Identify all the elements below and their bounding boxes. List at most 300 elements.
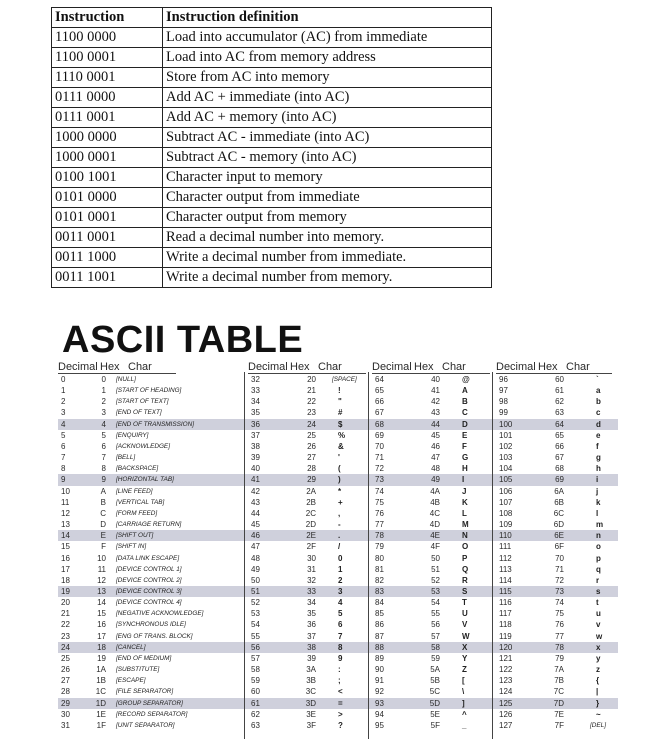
ascii-decimal: 14: [61, 531, 70, 541]
ascii-char: $: [338, 419, 343, 429]
ascii-decimal: 83: [375, 586, 384, 596]
ascii-char: =: [338, 698, 343, 708]
ascii-decimal: 77: [375, 520, 384, 530]
instruction-row: [52, 28, 492, 48]
ascii-decimal: 46: [251, 531, 260, 541]
ascii-char: [SYNCHRONOUS IDLE]: [116, 621, 186, 629]
ascii-char: F: [462, 441, 467, 451]
ascii-char: k: [596, 497, 601, 507]
ascii-hex: 2F: [306, 542, 316, 552]
ascii-hex: 46: [431, 441, 440, 451]
ascii-hex: 1D: [95, 698, 106, 708]
ascii-decimal: 94: [375, 709, 384, 719]
instruction-code: 1100 0001: [52, 48, 163, 68]
ascii-char: y: [596, 653, 601, 663]
ascii-char: f: [596, 441, 599, 451]
ascii-char: [DEVICE CONTROL 1]: [116, 565, 182, 573]
ascii-hex: 5D: [429, 698, 440, 708]
ascii-hex: 7: [101, 453, 106, 463]
ascii-char: R: [462, 575, 468, 585]
ascii-char: a: [596, 386, 601, 396]
ascii-decimal: 84: [375, 598, 384, 608]
ascii-hex: 76: [555, 620, 564, 630]
ascii-char: *: [338, 486, 342, 496]
ascii-decimal: 96: [499, 375, 508, 384]
ascii-decimal: 10: [61, 486, 70, 496]
instruction-code: 1000 0000: [52, 128, 163, 148]
ascii-hex: 17: [97, 631, 106, 641]
ascii-row: [58, 608, 618, 619]
ascii-decimal: 31: [61, 720, 70, 730]
ascii-char: m: [596, 520, 604, 530]
instruction-definition: Character input to memory: [163, 168, 492, 188]
ascii-hex: 32: [307, 575, 316, 585]
ascii-hex: 71: [555, 564, 564, 574]
ascii-hex: B: [100, 497, 106, 507]
ascii-hex: 7D: [553, 698, 564, 708]
ascii-decimal: 116: [499, 598, 512, 608]
ascii-header-decimal: Decimal: [496, 361, 536, 373]
ascii-decimal: 76: [375, 508, 384, 518]
ascii-char: [RECORD SEPARATOR]: [116, 710, 188, 718]
ascii-decimal: 7: [61, 453, 66, 463]
ascii-char: \: [462, 687, 465, 697]
instruction-row: [52, 108, 492, 128]
ascii-char: ~: [596, 709, 601, 719]
ascii-char: W: [462, 631, 470, 641]
ascii-hex: 52: [431, 575, 440, 585]
ascii-decimal: 11: [61, 497, 70, 507]
ascii-decimal: 98: [499, 397, 508, 407]
ascii-decimal: 104: [499, 464, 513, 474]
ascii-char: [LINE FEED]: [116, 487, 153, 495]
ascii-decimal: 30: [61, 709, 70, 719]
ascii-char: ,: [338, 508, 341, 518]
ascii-hex: 36: [307, 620, 316, 630]
ascii-char: G: [462, 453, 469, 463]
ascii-char: 3: [338, 586, 343, 596]
ascii-hex: 7C: [553, 687, 564, 697]
instruction-definition: Store from AC into memory: [163, 68, 492, 88]
ascii-char: [BELL]: [116, 454, 136, 462]
instruction-row: [52, 128, 492, 148]
ascii-hex: 50: [431, 553, 440, 563]
ascii-char: E: [462, 430, 468, 440]
instruction-table-header: [52, 8, 492, 28]
ascii-row: [58, 474, 618, 485]
ascii-hex: 3D: [305, 698, 316, 708]
ascii-hex: 65: [555, 430, 564, 440]
ascii-decimal: 18: [61, 575, 70, 585]
ascii-decimal: 34: [251, 397, 260, 407]
ascii-hex: 60: [555, 375, 564, 384]
ascii-hex: 1: [101, 386, 106, 396]
ascii-hex: 53: [431, 586, 440, 596]
ascii-char: u: [596, 609, 601, 619]
ascii-decimal: 50: [251, 575, 260, 585]
ascii-decimal: 5: [61, 430, 66, 440]
ascii-char: v: [596, 620, 601, 630]
instruction-row: [52, 208, 492, 228]
ascii-hex: 30: [307, 553, 316, 563]
ascii-decimal: 25: [61, 653, 70, 663]
ascii-char: K: [462, 497, 468, 507]
ascii-char: ": [338, 397, 342, 407]
ascii-char: [END OF TEXT]: [116, 409, 162, 417]
instruction-definition: Character output from memory: [163, 208, 492, 228]
ascii-decimal: 73: [375, 475, 384, 485]
ascii-hex: 9: [101, 475, 106, 485]
ascii-hex: 44: [431, 419, 440, 429]
ascii-char: O: [462, 542, 469, 552]
ascii-decimal: 127: [499, 720, 513, 730]
ascii-char: [NULL]: [116, 376, 136, 383]
ascii-char: Q: [462, 564, 469, 574]
instruction-code: 0101 0000: [52, 188, 163, 208]
definition-col-header: Instruction definition: [163, 8, 492, 28]
ascii-decimal: 90: [375, 665, 384, 675]
instruction-code: 1000 0001: [52, 148, 163, 168]
ascii-hex: 62: [555, 397, 564, 407]
ascii-hex: 43: [431, 408, 440, 418]
ascii-row: [58, 686, 618, 697]
ascii-header-char: Char: [128, 361, 152, 373]
ascii-hex: 3: [101, 408, 106, 418]
ascii-decimal: 74: [375, 486, 384, 496]
ascii-hex: F: [101, 542, 106, 552]
ascii-hex: 4B: [430, 497, 440, 507]
ascii-hex: 11: [97, 564, 106, 574]
ascii-decimal: 99: [499, 408, 508, 418]
ascii-char: X: [462, 642, 468, 652]
ascii-hex: 47: [431, 453, 440, 463]
ascii-char: ': [338, 453, 340, 463]
ascii-decimal: 69: [375, 430, 384, 440]
ascii-decimal: 42: [251, 486, 260, 496]
ascii-decimal: 75: [375, 497, 384, 507]
ascii-hex: 3F: [306, 720, 316, 730]
ascii-char: -: [338, 520, 341, 530]
instruction-definition: Write a decimal number from memory.: [163, 268, 492, 288]
instruction-row: [52, 68, 492, 88]
ascii-char: l: [596, 508, 599, 518]
ascii-decimal: 8: [61, 464, 66, 474]
ascii-hex: 69: [555, 475, 564, 485]
ascii-hex: C: [100, 508, 106, 518]
ascii-decimal: 4: [61, 419, 66, 429]
ascii-hex: 31: [307, 564, 316, 574]
ascii-hex: 23: [307, 408, 316, 418]
ascii-decimal: 41: [251, 475, 260, 485]
ascii-char: q: [596, 564, 601, 574]
ascii-hex: 6E: [554, 531, 564, 541]
ascii-char: [BACKSPACE]: [116, 465, 159, 473]
ascii-hex: 4F: [430, 542, 440, 552]
ascii-char: @: [462, 375, 470, 384]
ascii-char: >: [338, 709, 343, 719]
ascii-char: ]: [462, 698, 465, 708]
ascii-hex: 6D: [553, 520, 564, 530]
ascii-hex: 10: [97, 553, 106, 563]
ascii-decimal: 70: [375, 441, 384, 451]
ascii-decimal: 105: [499, 475, 513, 485]
ascii-hex: 4A: [430, 486, 440, 496]
ascii-char: [SHIFT IN]: [116, 543, 147, 551]
ascii-decimal: 23: [61, 631, 70, 641]
ascii-decimal: 125: [499, 698, 513, 708]
ascii-char: [DATA LINK ESCAPE]: [116, 554, 180, 562]
ascii-char: [: [462, 676, 465, 686]
ascii-hex: 5A: [430, 665, 440, 675]
ascii-hex: 75: [555, 609, 564, 619]
ascii-row: [58, 586, 618, 597]
ascii-hex: 7A: [554, 665, 564, 675]
ascii-table-body: [58, 374, 618, 731]
ascii-char: [GROUP SEPARATOR]: [116, 699, 183, 707]
instruction-code: 0100 1001: [52, 168, 163, 188]
ascii-header-decimal: Decimal: [58, 361, 98, 373]
instruction-code: 1100 0000: [52, 28, 163, 48]
ascii-hex: 63: [555, 408, 564, 418]
ascii-decimal: 108: [499, 508, 513, 518]
ascii-row: [58, 419, 618, 430]
ascii-decimal: 24: [61, 642, 70, 652]
ascii-hex: 56: [431, 620, 440, 630]
ascii-char: [DEVICE CONTROL 2]: [116, 576, 182, 584]
ascii-decimal: 119: [499, 631, 512, 641]
ascii-header-char: Char: [442, 361, 466, 373]
ascii-hex: 77: [555, 631, 564, 641]
ascii-decimal: 93: [375, 698, 384, 708]
header-underline: [372, 373, 490, 374]
ascii-decimal: 16: [61, 553, 70, 563]
ascii-char: s: [596, 586, 601, 596]
ascii-hex: 5E: [430, 709, 440, 719]
ascii-hex: 68: [555, 464, 564, 474]
ascii-decimal: 51: [251, 586, 260, 596]
ascii-header-decimal: Decimal: [372, 361, 412, 373]
ascii-char: /: [338, 542, 341, 552]
ascii-hex: 26: [307, 441, 316, 451]
ascii-decimal: 65: [375, 386, 384, 396]
ascii-decimal: 107: [499, 497, 513, 507]
ascii-hex: 2A: [306, 486, 316, 496]
ascii-row: [58, 519, 618, 530]
ascii-char: [SPACE]: [332, 376, 357, 383]
ascii-decimal: 82: [375, 575, 384, 585]
ascii-table-title: ASCII TABLE: [62, 319, 304, 361]
ascii-decimal: 33: [251, 386, 260, 396]
ascii-row: [58, 430, 618, 441]
ascii-hex: 79: [555, 653, 564, 663]
ascii-hex: 5: [101, 430, 106, 440]
ascii-decimal: 81: [375, 564, 384, 574]
ascii-hex: 40: [431, 375, 440, 384]
instruction-code: 0101 0001: [52, 208, 163, 228]
ascii-decimal: 123: [499, 676, 513, 686]
ascii-decimal: 13: [61, 520, 70, 530]
ascii-hex: 2E: [306, 531, 316, 541]
ascii-decimal: 113: [499, 564, 512, 574]
ascii-row: [58, 374, 618, 385]
ascii-char: e: [596, 430, 601, 440]
ascii-decimal: 62: [251, 709, 260, 719]
ascii-hex: 25: [307, 430, 316, 440]
instruction-code: 1110 0001: [52, 68, 163, 88]
ascii-char: H: [462, 464, 468, 474]
ascii-char: B: [462, 397, 468, 407]
ascii-decimal: 15: [61, 542, 70, 552]
ascii-decimal: 103: [499, 453, 513, 463]
ascii-decimal: 117: [499, 609, 512, 619]
ascii-hex: 4E: [430, 531, 440, 541]
ascii-char: ^: [462, 709, 467, 719]
ascii-decimal: 79: [375, 542, 384, 552]
instruction-row: [52, 188, 492, 208]
ascii-decimal: 87: [375, 631, 384, 641]
ascii-decimal: 97: [499, 386, 508, 396]
ascii-char: p: [596, 553, 601, 563]
ascii-row: [58, 631, 618, 642]
ascii-hex: A: [100, 486, 106, 496]
ascii-hex: 1F: [96, 720, 106, 730]
ascii-hex: 35: [307, 609, 316, 619]
ascii-hex: 37: [307, 631, 316, 641]
ascii-hex: 2B: [306, 497, 316, 507]
ascii-hex: 2D: [305, 520, 316, 530]
ascii-char: N: [462, 531, 468, 541]
ascii-decimal: 12: [61, 508, 70, 518]
ascii-decimal: 22: [61, 620, 70, 630]
instruction-code: 0111 0001: [52, 108, 163, 128]
ascii-char: 0: [338, 553, 343, 563]
ascii-hex: 64: [555, 419, 564, 429]
ascii-char: r: [596, 575, 600, 585]
ascii-row: [58, 497, 618, 508]
ascii-char: o: [596, 542, 601, 552]
ascii-decimal: 2: [61, 397, 66, 407]
ascii-hex: 28: [307, 464, 316, 474]
ascii-hex: 3B: [306, 676, 316, 686]
ascii-decimal: 92: [375, 687, 384, 697]
ascii-char: +: [338, 497, 343, 507]
instruction-definition: Subtract AC - immediate (into AC): [163, 128, 492, 148]
ascii-char: 2: [338, 575, 343, 585]
ascii-hex: 1C: [95, 687, 106, 697]
ascii-char: n: [596, 531, 601, 541]
ascii-hex: 7B: [554, 676, 564, 686]
instruction-code: 0011 1000: [52, 248, 163, 268]
ascii-decimal: 48: [251, 553, 260, 563]
ascii-char: x: [596, 642, 601, 652]
ascii-char: 6: [338, 620, 343, 630]
ascii-hex: 48: [431, 464, 440, 474]
ascii-hex: 6C: [553, 508, 564, 518]
ascii-decimal: 27: [61, 676, 70, 686]
ascii-hex: 78: [555, 642, 564, 652]
ascii-header-hex: Hex: [100, 361, 120, 373]
instruction-code: 0111 0000: [52, 88, 163, 108]
header-underline: [496, 373, 612, 374]
ascii-decimal: 0: [61, 375, 66, 384]
ascii-hex: 5C: [429, 687, 440, 697]
ascii-row: [58, 463, 618, 474]
ascii-hex: 61: [555, 386, 564, 396]
ascii-char: [UNIT SEPARATOR]: [116, 721, 175, 729]
ascii-row: [58, 530, 618, 541]
ascii-row: [58, 508, 618, 519]
ascii-char: b: [596, 397, 601, 407]
ascii-hex: 1E: [96, 709, 106, 719]
ascii-decimal: 71: [375, 453, 384, 463]
ascii-decimal: 21: [61, 609, 70, 619]
ascii-row: [58, 597, 618, 608]
ascii-hex: 4: [101, 419, 106, 429]
ascii-char: [ENQUIRY]: [116, 431, 149, 439]
ascii-char: 1: [338, 564, 343, 574]
ascii-char: d: [596, 419, 601, 429]
ascii-char: 4: [338, 598, 343, 608]
ascii-decimal: 86: [375, 620, 384, 630]
ascii-decimal: 59: [251, 676, 260, 686]
ascii-row: [58, 642, 618, 653]
ascii-char: A: [462, 386, 468, 396]
instruction-definition: Load into AC from memory address: [163, 48, 492, 68]
column-divider: [492, 372, 493, 739]
ascii-char: I: [462, 475, 465, 485]
ascii-char: U: [462, 609, 468, 619]
ascii-char: [VERTICAL TAB]: [116, 498, 165, 506]
instruction-definition: Read a decimal number into memory.: [163, 228, 492, 248]
ascii-row: [58, 541, 618, 552]
instruction-definition: Subtract AC - memory (into AC): [163, 148, 492, 168]
ascii-hex: 8: [101, 464, 106, 474]
ascii-char: w: [596, 631, 603, 641]
ascii-decimal: 100: [499, 419, 513, 429]
ascii-hex: 1A: [96, 665, 106, 675]
ascii-char: |: [596, 687, 599, 697]
ascii-hex: 33: [307, 586, 316, 596]
ascii-char: }: [596, 698, 600, 708]
ascii-hex: 41: [431, 386, 440, 396]
ascii-hex: 74: [555, 598, 564, 608]
ascii-decimal: 88: [375, 642, 384, 652]
instruction-row: [52, 168, 492, 188]
ascii-decimal: 29: [61, 698, 70, 708]
ascii-char: [SUBSTITUTE]: [116, 666, 160, 674]
ascii-char: [ACKNOWLEDGE]: [116, 442, 170, 450]
ascii-char: J: [462, 486, 467, 496]
ascii-row: [58, 619, 618, 630]
ascii-char: [START OF TEXT]: [116, 398, 169, 406]
ascii-row: [58, 385, 618, 396]
ascii-header-char: Char: [318, 361, 342, 373]
ascii-char: (: [338, 464, 341, 474]
ascii-char: [CARRIAGE RETURN]: [116, 521, 182, 529]
ascii-row: [58, 553, 618, 564]
ascii-decimal: 3: [61, 408, 66, 418]
ascii-char: [END OF MEDIUM]: [116, 654, 172, 662]
ascii-char: V: [462, 620, 468, 630]
ascii-decimal: 39: [251, 453, 260, 463]
instruction-row: [52, 248, 492, 268]
ascii-decimal: 6: [61, 441, 66, 451]
ascii-hex: 6A: [554, 486, 564, 496]
ascii-decimal: 40: [251, 464, 260, 474]
ascii-char: {: [596, 676, 600, 686]
ascii-hex: 4D: [429, 520, 440, 530]
ascii-char: [START OF HEADING]: [116, 387, 182, 395]
